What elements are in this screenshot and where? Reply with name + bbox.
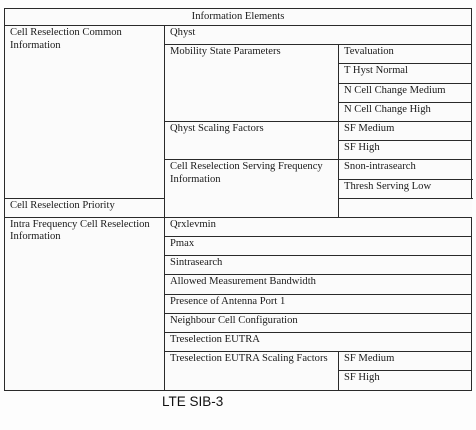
cell-treselection-eutra: Treselection EUTRA (165, 333, 472, 352)
cell-qhyst-scaling-factors: Qhyst Scaling Factors (165, 121, 339, 159)
cell-n-cell-change-medium: N Cell Change Medium (339, 83, 472, 102)
group-label-common: Cell Reselection Common Information (5, 26, 165, 199)
cell-pmax: Pmax (165, 237, 472, 256)
cell-neighbour-cell-configuration: Neighbour Cell Configuration (165, 313, 472, 332)
table-header-row (5, 9, 472, 26)
cell-n-cell-change-high: N Cell Change High (339, 102, 472, 121)
group-label-serving: Cell Reselection Serving Frequency Information (165, 160, 339, 218)
cell-sf-medium: SF Medium (339, 352, 472, 371)
cell-snon-intrasearch: Snon-intrasearch (339, 160, 472, 179)
cell-mobility-state-parameters: Mobility State Parameters (165, 45, 339, 122)
cell-thresh-serving-low: Thresh Serving Low (339, 179, 472, 198)
cell-allowed-measurement-bandwidth: Allowed Measurement Bandwidth (165, 275, 472, 294)
cell-treselection-eutra-scaling-factors: Treselection EUTRA Scaling Factors (165, 352, 339, 390)
table-row (5, 26, 472, 45)
cell-qrxlevmin: Qrxlevmin (165, 217, 472, 236)
figure-caption: LTE SIB-3 (162, 394, 224, 409)
cell-t-hyst-normal: T Hyst Normal (339, 64, 472, 83)
cell-tevaluation: Tevaluation (339, 45, 472, 64)
table-row (5, 198, 472, 217)
cell-sf-medium: SF Medium (339, 121, 472, 140)
information-elements-table (4, 8, 472, 391)
cell-sf-high: SF High (339, 141, 472, 160)
cell-presence-of-antenna-port-1: Presence of Antenna Port 1 (165, 294, 472, 313)
table-header: Information Elements (5, 9, 472, 26)
cell-sf-high: SF High (339, 371, 472, 390)
table-row (5, 217, 472, 236)
group-label-intra-frequency: Intra Frequency Cell Reselection Information (5, 217, 165, 390)
cell-qhyst: Qhyst (165, 26, 472, 45)
cell-sintrasearch: Sintrasearch (165, 256, 472, 275)
cell-cell-reselection-priority: Cell Reselection Priority (5, 198, 339, 217)
